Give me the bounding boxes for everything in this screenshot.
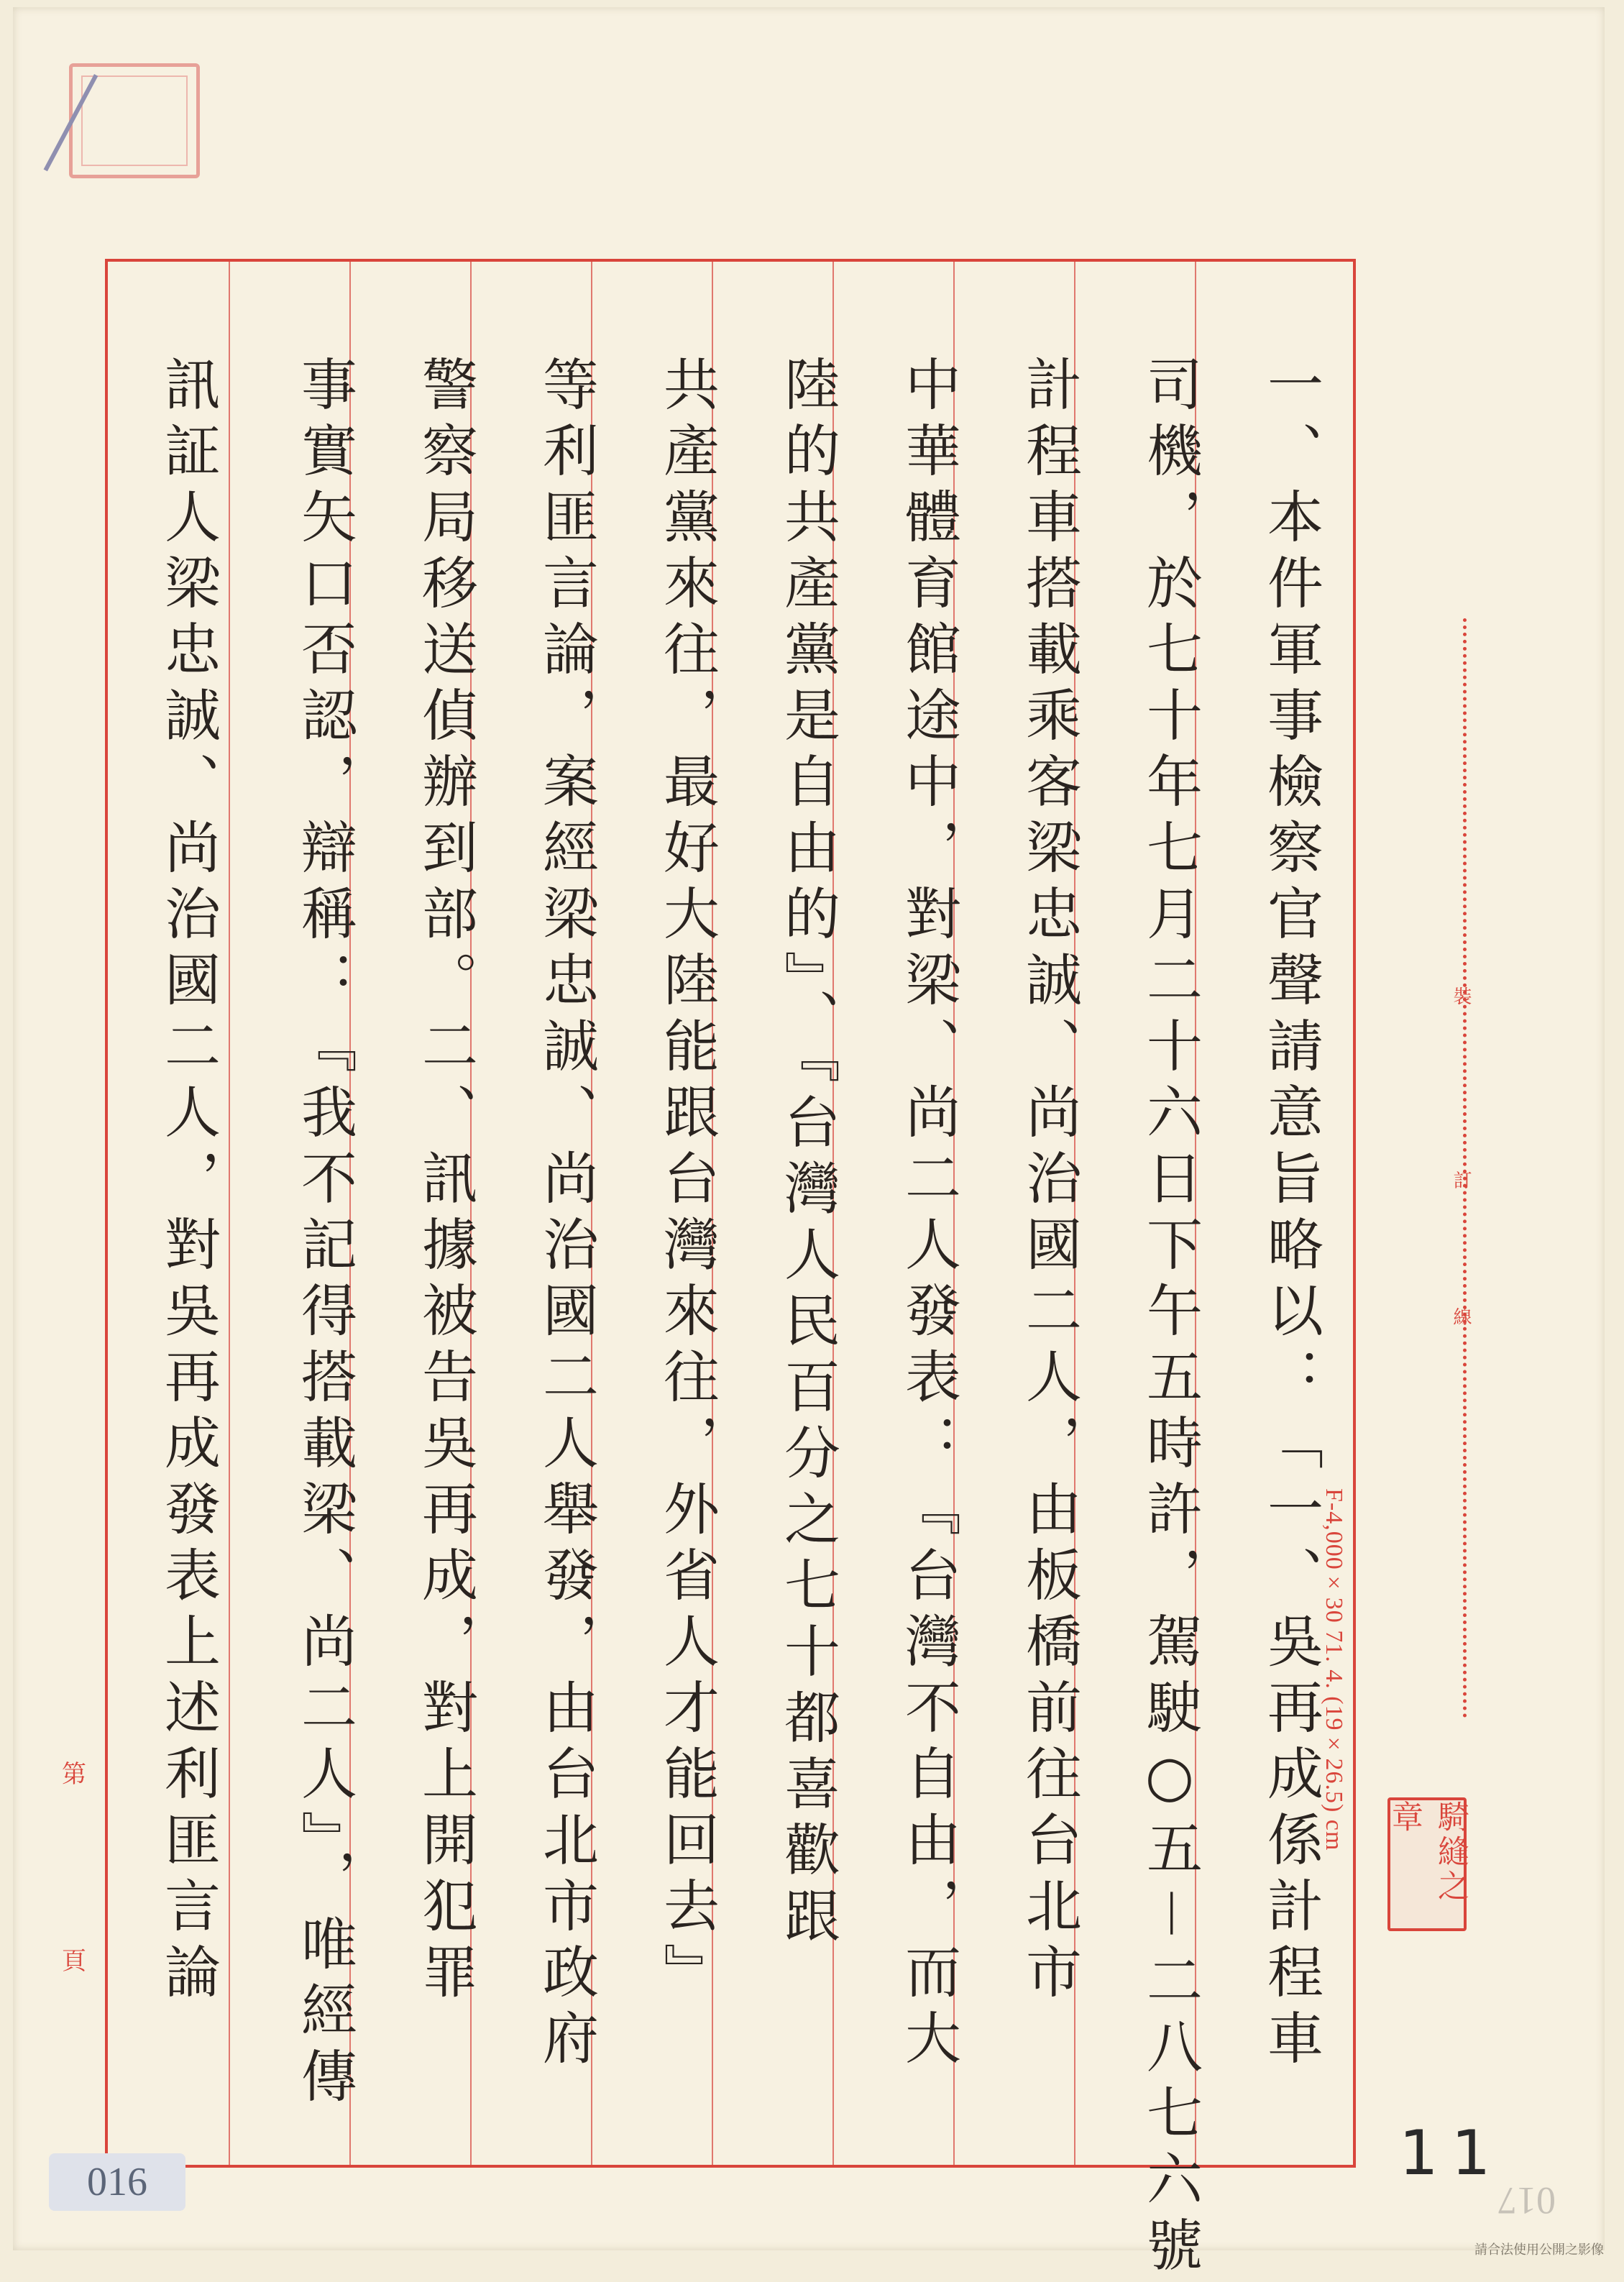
text-column-6: 共產黨來往，最好大陸能跟台灣來往，外省人才能回去』 xyxy=(654,355,719,2009)
text-column-1: 一、本件軍事檢察官聲請意旨略以：「一、吳再成係計程車 xyxy=(1258,355,1323,2075)
text-column-2: 司機，於七十年七月二十六日下午五時許，駕駛○五－二八七六號 xyxy=(1137,355,1202,2282)
handwritten-page-number: 11 xyxy=(1399,2117,1504,2189)
usage-notice: 請合法使用公開之影像 xyxy=(1474,2242,1604,2258)
binding-dotted-line xyxy=(1463,618,1467,1718)
archive-stamp-top-left xyxy=(69,63,200,178)
seam-seal xyxy=(1387,1797,1467,1931)
binding-label: 訂 xyxy=(1450,1170,1472,1189)
binding-label: 線 xyxy=(1450,1307,1472,1326)
document-page xyxy=(13,7,1605,2282)
text-column-9: 事實矢口否認，辯稱：『我不記得搭載梁、尚二人』，唯經傳 xyxy=(292,355,357,2113)
page-label-bottom: 頁 xyxy=(62,1947,86,1976)
page-label-top: 第 xyxy=(62,1760,86,1789)
stamp-inner-border xyxy=(81,75,188,166)
binding-label: 裝 xyxy=(1450,986,1472,1005)
faint-page-number: 017 xyxy=(1497,2179,1556,2222)
text-column-7: 等利匪言論，案經梁忠誠、尚治國二人舉發，由台北市政府 xyxy=(533,355,598,2075)
text-column-10: 訊証人梁忠誠、尚治國二人，對吳再成發表上述利匪言論 xyxy=(155,355,220,2009)
text-column-4: 中華體育館途中，對梁、尚二人發表：『台灣不自由，而大 xyxy=(896,355,960,2075)
seal-text: 騎縫之章 xyxy=(1386,1800,1469,1904)
form-code: F-4,000×30 71. 4. (19×26.5) cm xyxy=(1321,1488,1347,1851)
text-column-5: 陸的共產黨是自由的』、『台灣人民百分之七十都喜歡跟 xyxy=(775,355,840,1953)
text-column-3: 計程車搭載乘客梁忠誠、尚治國二人，由板橋前往台北市 xyxy=(1017,355,1081,2009)
page-number-stamp: 016 xyxy=(49,2153,185,2211)
text-column-8: 警察局移送偵辦到部。二、訊據被告吳再成，對上開犯罪 xyxy=(413,355,477,2009)
